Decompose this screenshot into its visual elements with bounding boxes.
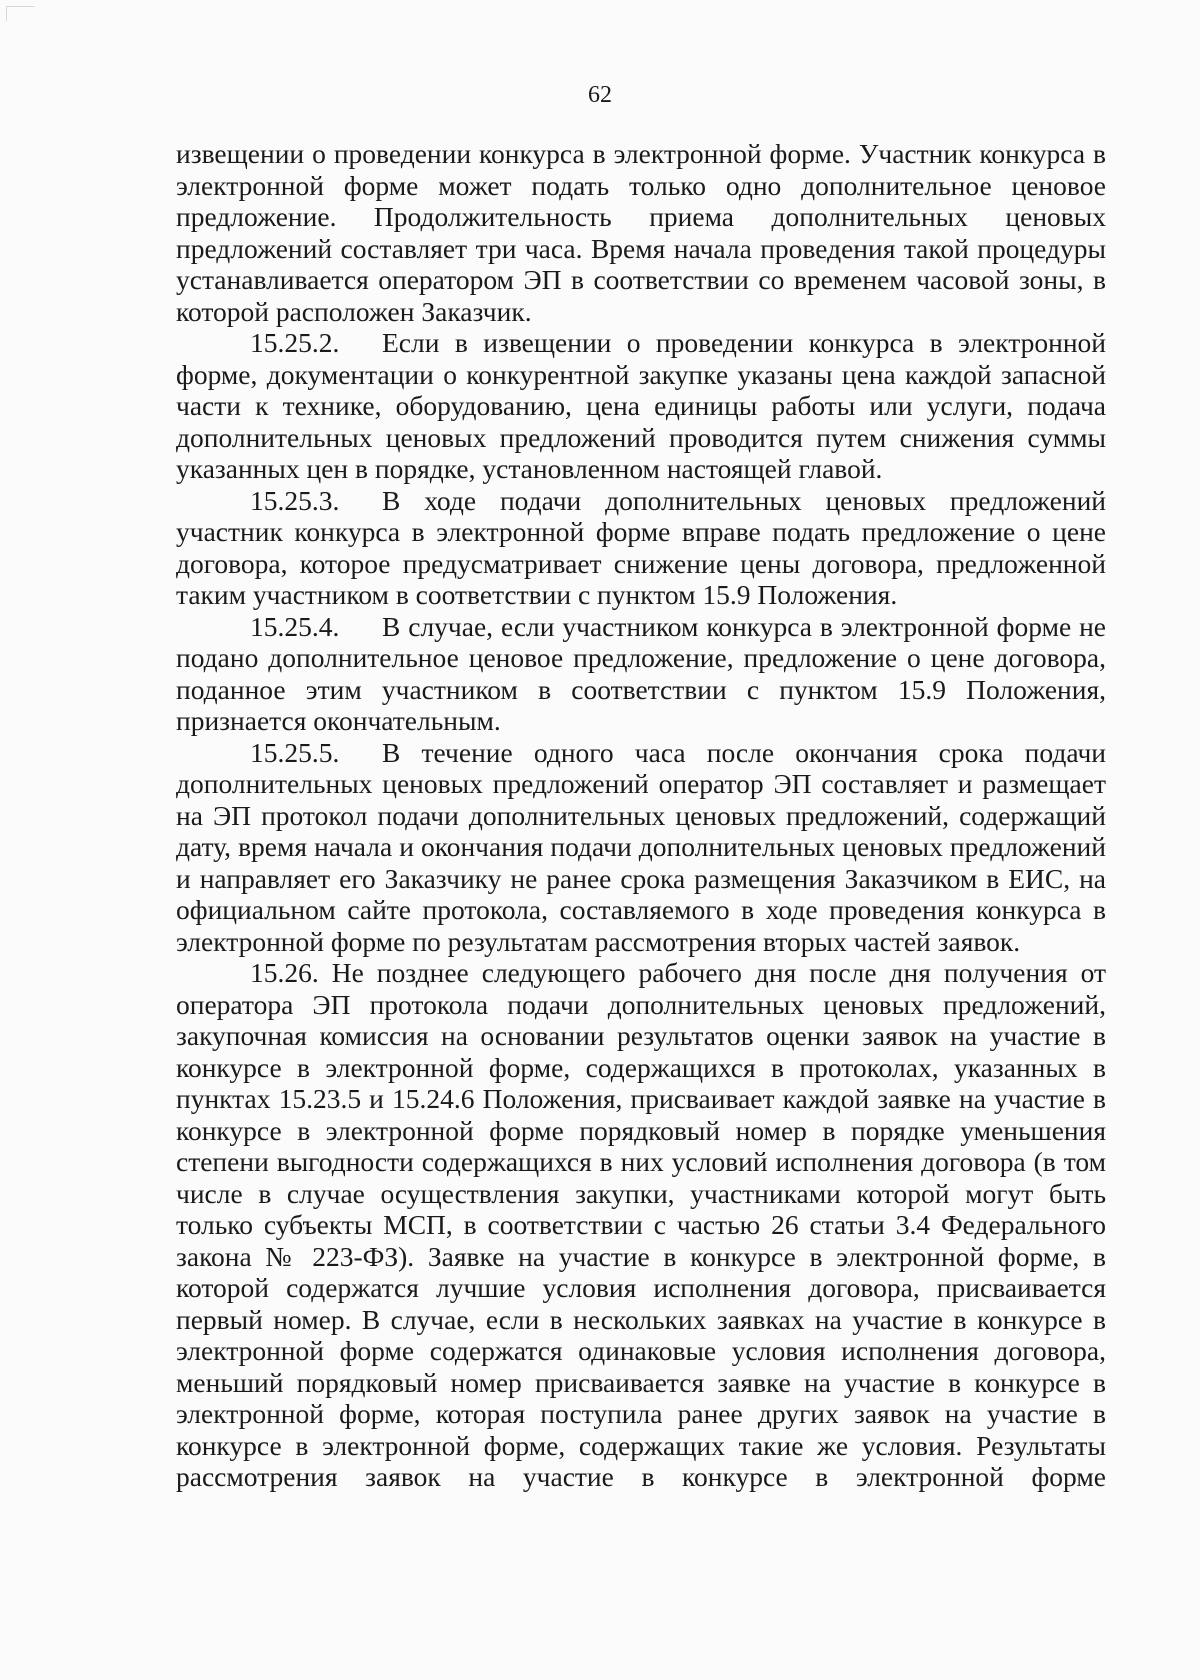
page-number: 62	[588, 82, 612, 108]
clause-15-26	[176, 957, 1106, 1493]
paragraph-text: извещении о проведении конкурса в электронной форме. Участник конкурса в электронной форме может подать только одно дополнительное ценовое предложение. Продолжительность приема дополнительных ценовых предложений составляет три часа. Время начала проведения такой процедуры устанавливается оператором ЭП в соответствии со временем часовой зоны, в которой расположен Заказчик.	[176, 138, 1106, 327]
clause-number: 15.25.5.	[250, 736, 340, 768]
clause-15-25-5	[176, 737, 1106, 958]
paragraph-continuation	[176, 138, 1106, 327]
document-body	[176, 138, 1106, 1493]
clause-text: Если в извещении о проведении конкурса в электронной форме, документации о конкурентной закупке указаны цена каждой запасной части к технике, оборудованию, цена единицы работы или услуги, подача дополнительных ценовых предложений проводится путем снижения суммы указанных цен в порядке, установленном настоящей главой.	[176, 327, 1106, 484]
clause-number: 15.25.4.	[250, 610, 340, 642]
clause-text: В случае, если участником конкурса в электронной форме не подано дополнительное ценовое предложение, предложение о цене договора, поданное этим участником в соответствии с пунктом 15.9 Положения, признается окончательным.	[176, 610, 1106, 736]
clause-text: В течение одного часа после окончания срока подачи дополнительных ценовых предложений оператор ЭП составляет и размещает на ЭП протокол подачи дополнительных ценовых предложений, содержащий дату, время начала и окончания подачи дополнительных ценовых предложений и направляет его Заказчику не ранее срока размещения Заказчиком в ЕИС, на официальном сайте протокола, составляемого в ходе проведения конкурса в электронной форме по результатам рассмотрения вторых частей заявок.	[176, 736, 1106, 957]
clause-15-25-2	[176, 327, 1106, 485]
clause-text: 15.26. Не позднее следующего рабочего дня после дня получения от оператора ЭП протокола подачи дополнительных ценовых предложений, закупочная комиссия на основании результатов оценки заявок на участие в конкурсе в электронной форме, содержащихся в протоколах, указанных в пунктах 15.23.5 и 15.24.6 Положения, присваивает каждой заявке на участие в конкурсе в электронной форме порядковый номер в порядке уменьшения степени выгодности содержащихся в них условий исполнения договора (в том числе в случае осуществления закупки, участниками которой могут быть только субъекты МСП, в соответствии с частью 26 статьи 3.4 Федерального закона № 223-ФЗ). Заявке на участие в конкурсе в электронной форме, в которой содержатся лучшие условия исполнения договора, присваивается первый номер. В случае, если в нескольких заявках на участие в конкурсе в электронной форме содержатся одинаковые условия исполнения договора, меньший порядковый номер присваивается заявке на участие в конкурсе в электронной форме, которая поступила ранее других заявок на участие в конкурсе в электронной форме, содержащих такие же условия. Результаты рассмотрения заявок на участие в конкурсе в электронной форме	[176, 957, 1106, 1492]
clause-15-25-3	[176, 485, 1106, 611]
clause-text: В ходе подачи дополнительных ценовых предложений участник конкурса в электронной форме вправе подать предложение о цене договора, которое предусматривает снижение цены договора, предложенной таким участником в соответствии с пунктом 15.9 Положения.	[176, 484, 1106, 610]
clause-number: 15.25.2.	[250, 327, 340, 358]
clause-15-25-4	[176, 611, 1106, 737]
scan-corner-mark	[6, 6, 35, 21]
clause-number: 15.25.3.	[250, 484, 340, 516]
